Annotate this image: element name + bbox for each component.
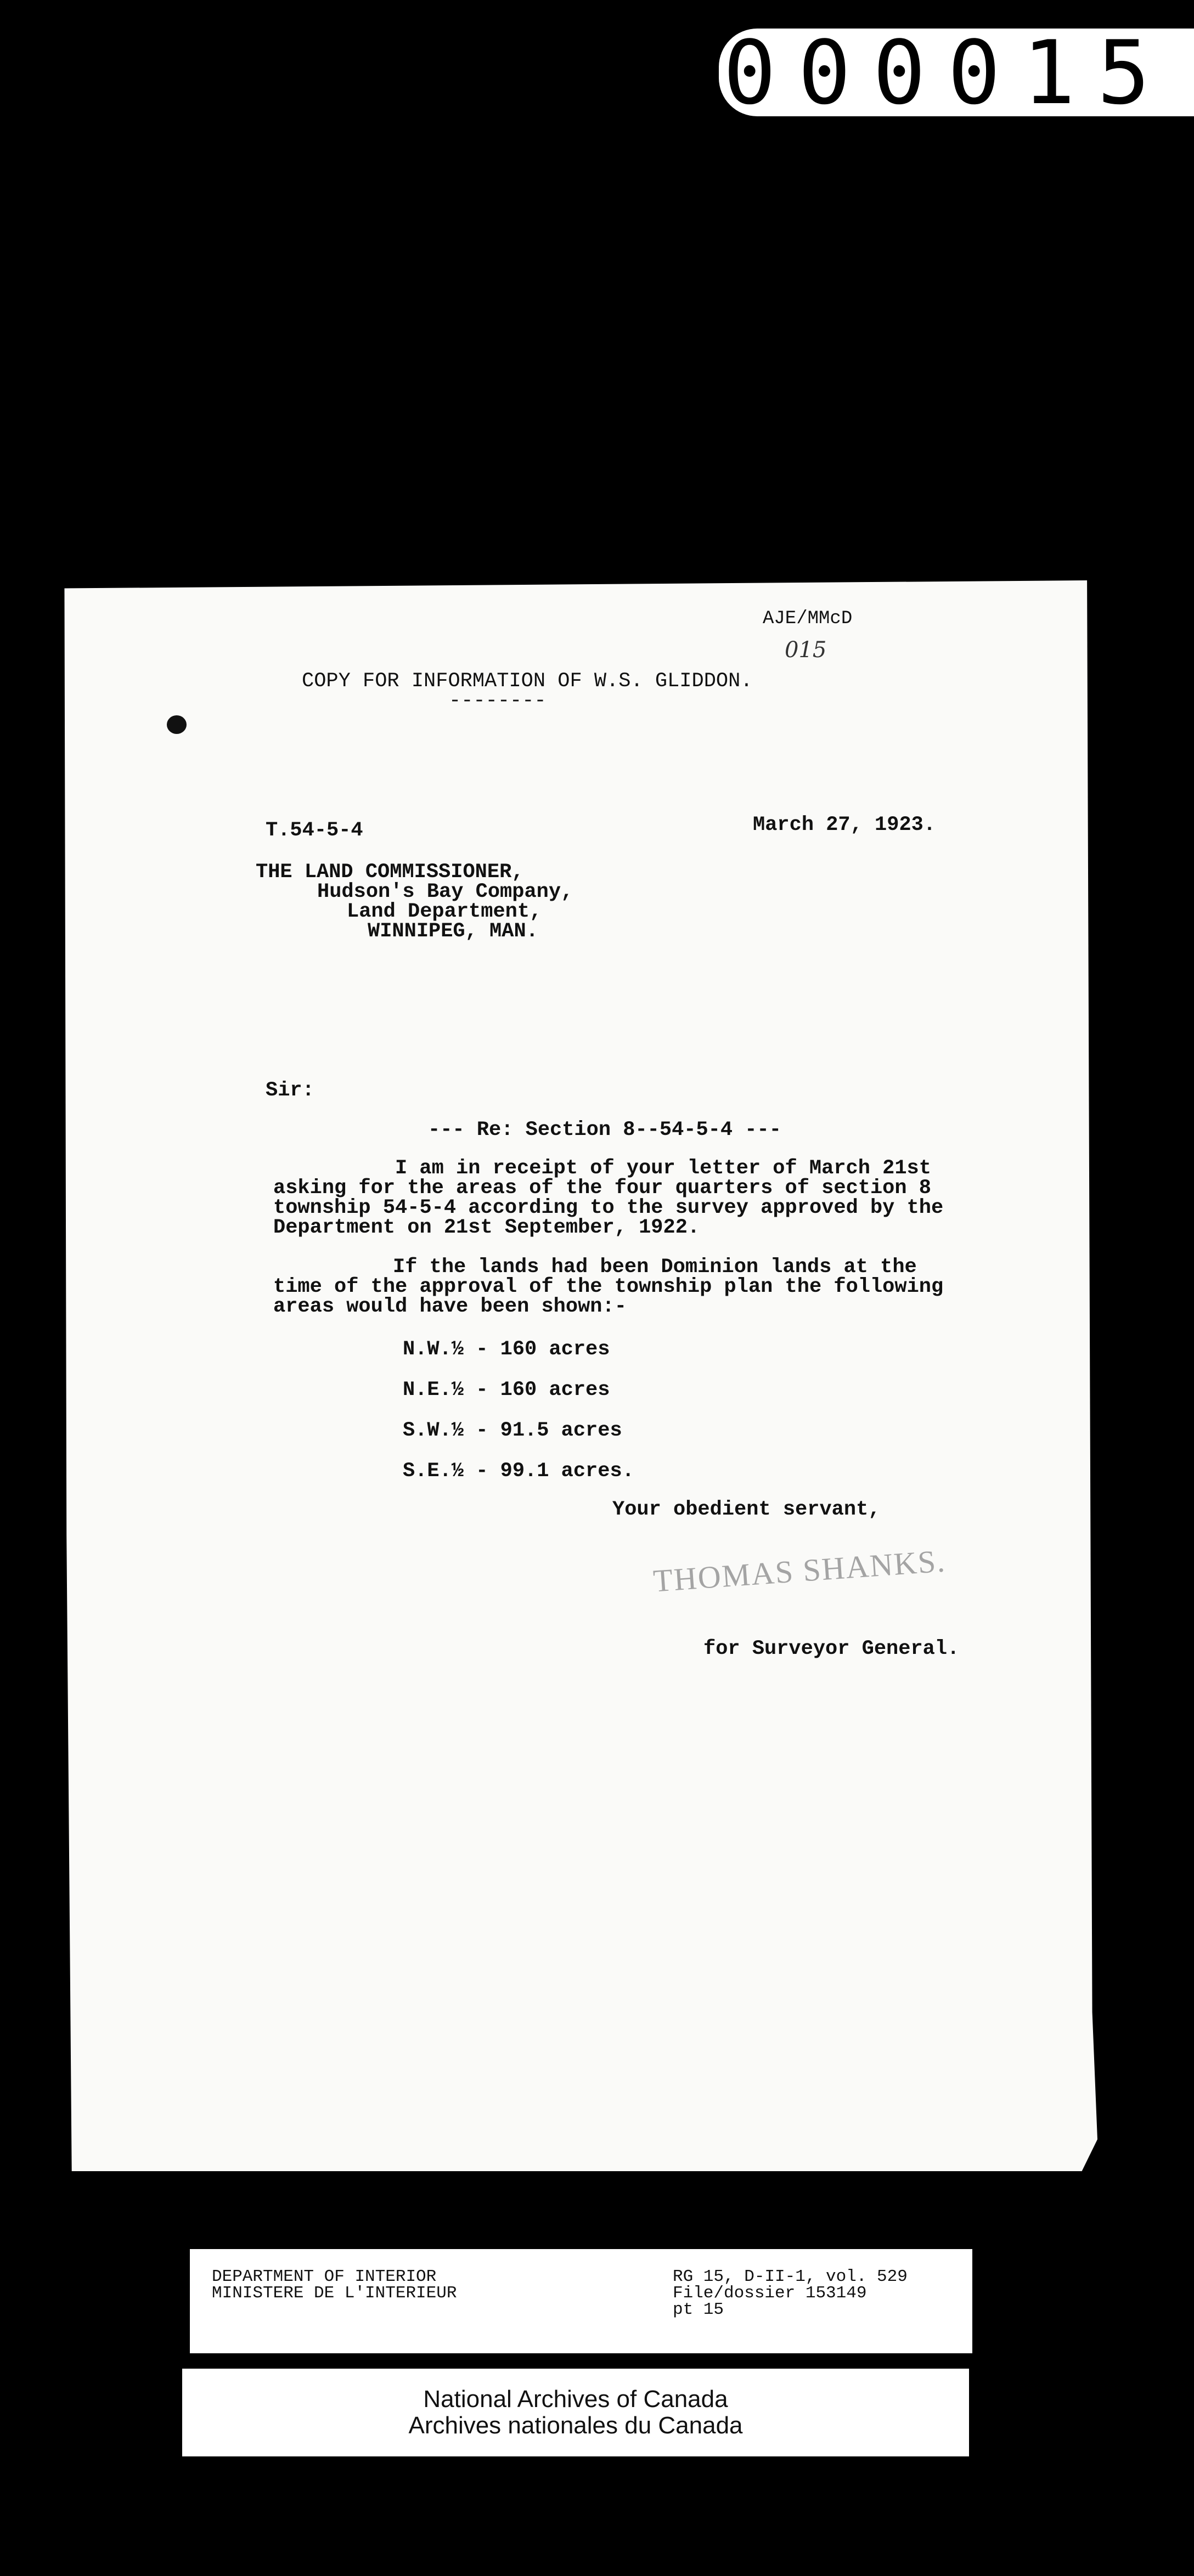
address-line-3: Land Department, xyxy=(347,900,542,923)
subject-line: --- Re: Section 8--54-5-4 --- xyxy=(428,1118,781,1142)
heading-rule: -------- xyxy=(449,690,547,713)
letter-date: March 27, 1923. xyxy=(753,814,936,837)
address-line-4: WINNIPEG, MAN. xyxy=(368,920,538,943)
area-ne: N.E.½ - 160 acres xyxy=(403,1379,610,1402)
archive-name-fr: Archives nationales du Canada xyxy=(408,2412,743,2439)
paragraph-2-line-1: If the lands had been Dominion lands at the xyxy=(393,1256,917,1279)
file-reference: T.54-5-4 xyxy=(266,819,363,842)
file-number: File/dossier 153149 xyxy=(673,2284,867,2303)
archive-credit xyxy=(182,2369,969,2456)
address-line-2: Hudson's Bay Company, xyxy=(317,880,573,903)
paragraph-1-line-2: asking for the areas of the four quarters of section 8 xyxy=(273,1177,931,1200)
archive-reference-label xyxy=(190,2249,972,2353)
archive-name-en: National Archives of Canada xyxy=(423,2386,728,2413)
department-en: DEPARTMENT OF INTERIOR xyxy=(212,2267,437,2286)
area-sw: S.W.½ - 91.5 acres xyxy=(403,1419,622,1442)
paragraph-1-line-3: township 54-5-4 according to the survey approved by the xyxy=(273,1196,944,1219)
part-number: pt 15 xyxy=(673,2300,724,2319)
paragraph-1-line-1: I am in receipt of your letter of March 21st xyxy=(395,1157,931,1180)
area-nw: N.W.½ - 160 acres xyxy=(403,1338,610,1361)
paragraph-1-line-4: Department on 21st September, 1922. xyxy=(273,1216,700,1239)
handwritten-note: 015 xyxy=(785,637,827,663)
paragraph-2-line-3: areas would have been shown:- xyxy=(273,1295,627,1318)
letter-page xyxy=(59,580,1097,2171)
signature-stamp: THOMAS SHANKS. xyxy=(652,1543,947,1599)
area-se: S.E.½ - 99.1 acres. xyxy=(403,1460,634,1483)
address-line-1: THE LAND COMMISSIONER, xyxy=(256,861,524,884)
paragraph-2-line-2: time of the approval of the township plan the following xyxy=(273,1275,944,1298)
frame-number-tag xyxy=(719,21,1194,124)
copy-heading: COPY FOR INFORMATION OF W.S. GLIDDON. xyxy=(302,670,753,693)
salutation: Sir: xyxy=(266,1079,314,1102)
typist-initials: AJE/MMcD xyxy=(763,608,853,629)
department-fr: MINISTERE DE L'INTERIEUR xyxy=(212,2284,457,2303)
frame-number: 000015 xyxy=(723,21,1172,124)
record-group: RG 15, D-II-1, vol. 529 xyxy=(673,2267,908,2286)
closing: Your obedient servant, xyxy=(612,1498,881,1521)
signature-title: for Surveyor General. xyxy=(703,1637,960,1660)
ink-blot xyxy=(167,715,187,734)
